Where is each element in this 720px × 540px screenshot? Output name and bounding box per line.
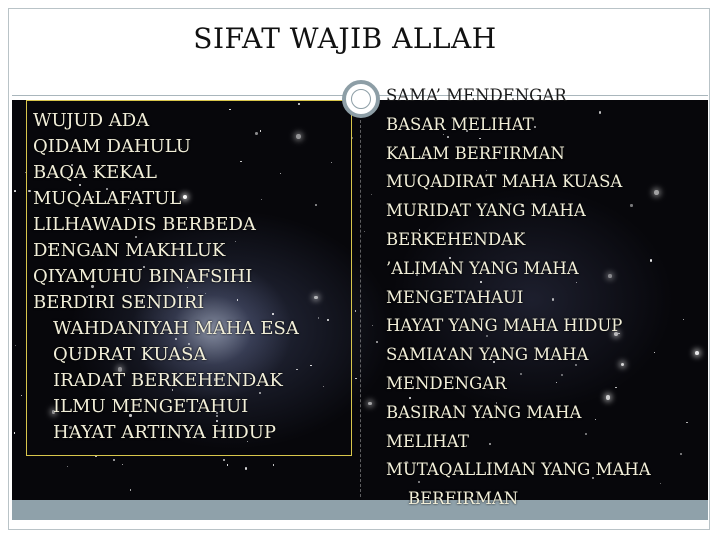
list-item: HAYAT ARTINYA HIDUP	[53, 422, 277, 443]
star-dot	[122, 464, 123, 465]
list-item: MUQALAFATUL	[33, 188, 182, 209]
star-dot	[15, 345, 17, 347]
list-item: BERDIRI SENDIRI	[33, 292, 205, 313]
star-dot	[368, 402, 372, 406]
star-dot	[355, 310, 356, 311]
list-item: MUTAQALLIMAN YANG MAHA	[386, 460, 651, 480]
list-item: MELIHAT	[386, 431, 469, 451]
star-dot	[245, 467, 247, 469]
list-item: MENDENGAR	[386, 373, 507, 393]
star-dot	[372, 325, 373, 326]
star-dot	[130, 489, 131, 490]
circle-ornament-icon	[342, 80, 380, 118]
star-dot	[14, 190, 16, 192]
star-dot	[371, 194, 372, 195]
list-item: QIYAMUHU BINAFSIHI	[33, 266, 253, 287]
star-dot	[227, 464, 228, 465]
left-list	[33, 108, 353, 446]
list-item: SAMIA’AN YANG MAHA	[386, 345, 589, 365]
list-item: BAQA KEKAL	[33, 162, 157, 183]
star-dot	[14, 432, 15, 433]
list-item: QIDAM DAHULU	[33, 136, 191, 157]
star-dot	[273, 464, 274, 465]
star-dot	[376, 341, 378, 343]
star-dot	[364, 231, 366, 233]
list-item: LILHAWADIS BERBEDA	[33, 214, 256, 235]
slide-title: SIFAT WAJIB ALLAH	[193, 22, 497, 55]
list-item: KALAM BERFIRMAN	[386, 143, 565, 163]
star-dot	[223, 459, 225, 461]
list-item: SAMA’ MENDENGAR	[386, 86, 567, 105]
list-item: MURIDAT YANG MAHA	[386, 201, 586, 221]
list-item: HAYAT YANG MAHA HIDUP	[386, 316, 623, 336]
star-dot	[355, 378, 357, 380]
list-item: ILMU MENGETAHUI	[53, 396, 249, 417]
right-list	[386, 82, 708, 514]
list-item: QUDRAT KUASA	[53, 344, 207, 365]
list-item: WAHDANIYAH MAHA ESA	[53, 318, 299, 339]
list-item: BERFIRMAN	[408, 489, 519, 509]
list-item: DENGAN MAKHLUK	[33, 240, 226, 261]
column-divider	[360, 105, 361, 497]
list-item: ’ALIMAN YANG MAHA	[386, 258, 579, 278]
star-dot	[113, 459, 115, 461]
star-dot	[67, 466, 69, 468]
list-item: BASAR MELIHAT	[386, 114, 534, 134]
list-item: BERKEHENDAK	[386, 229, 526, 249]
list-item: BASIRAN YANG MAHA	[386, 402, 582, 422]
list-item: MUQADIRAT MAHA KUASA	[386, 172, 623, 192]
list-item: WUJUD ADA	[33, 110, 150, 131]
star-dot	[21, 395, 22, 396]
list-item: MENGETAHAUI	[386, 287, 524, 307]
list-item: IRADAT BERKEHENDAK	[53, 370, 283, 391]
